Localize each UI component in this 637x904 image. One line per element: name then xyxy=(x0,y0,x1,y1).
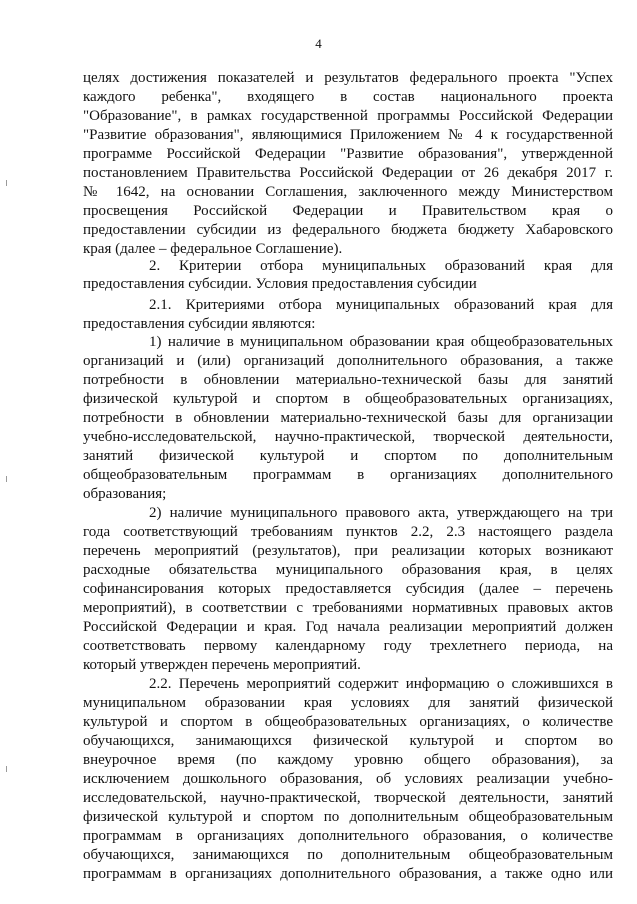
margin-mark xyxy=(6,180,7,186)
clause-line: который утвержден перечень мероприятий. xyxy=(83,657,361,673)
clause-line: исследовательской, научно-практической, творческой деятельности, занятий xyxy=(83,790,613,806)
clause-line: программам в организациях дополнительного образования, а также одно или xyxy=(83,866,613,882)
clause-line: мероприятий), в соответствии с требованиями нормативных правовых актов xyxy=(83,600,613,616)
clause-line: муниципальном образовании края условиях для занятий физической xyxy=(83,695,613,711)
clause-line: физической культурой и спортом в общеобразовательных организациях, xyxy=(83,391,613,407)
body-line: каждого ребенка", входящего в состав национального проекта xyxy=(83,89,613,105)
clause-line: перечень мероприятий (результатов), при реализации которых возникают xyxy=(83,543,613,559)
clause-line: культурой и спортом в общеобразовательных организациях, о количестве xyxy=(83,714,613,730)
clause-line: учебно-исследовательской, научно-практической, творческой деятельности, xyxy=(83,429,613,445)
clause-line: предоставления субсидии являются: xyxy=(83,316,316,332)
clause-line: программам в организациях дополнительного образования, о количестве xyxy=(83,828,613,844)
body-line: "Образование", в рамках государственной программы Российской Федерации xyxy=(83,108,613,124)
clause-line: расходные обязательства муниципального образования края, в целях xyxy=(83,562,613,578)
body-line: целях достижения показателей и результатов федерального проекта "Успех xyxy=(83,70,613,86)
clause-line: 1) наличие в муниципальном образовании края общеобразовательных xyxy=(149,334,613,350)
clause-line: обучающихся, занимающихся физической культурой и спортом во xyxy=(83,733,613,749)
clause-line: соответствовать первому календарному году трехлетнего периода, на xyxy=(83,638,613,654)
clause-line: года соответствующий требованиям пунктов 2.2, 2.3 настоящего раздела xyxy=(83,524,613,540)
clause-line: обучающихся, занимающихся по дополнительным общеобразовательным xyxy=(83,847,613,863)
body-line: № 1642, на основании Соглашения, заключенного между Министерством xyxy=(83,184,613,200)
clause-line: внеурочное время (по каждому уровню общего образования), за xyxy=(83,752,613,768)
body-line: просвещения Российской Федерации и Правительством края о xyxy=(83,203,613,219)
clause-line: организаций и (или) организаций дополнительного образования, а также xyxy=(83,353,613,369)
section-heading: 2. Критерии отбора муниципальных образований края для xyxy=(149,258,613,274)
body-line: предоставлении субсидии из федерального бюджета бюджету Хабаровского xyxy=(83,222,613,238)
clause-line: общеобразовательным программам в организациях дополнительного xyxy=(83,467,613,483)
clause-line: 2.1. Критериями отбора муниципальных образований края для xyxy=(149,297,613,313)
section-heading: предоставления субсидии. Условия предоставления субсидии xyxy=(83,276,477,292)
body-line: "Развитие образования", являющимися Приложением № 4 к государственной xyxy=(83,127,613,143)
clause-line: исключением дошкольного образования, об условиях реализации учебно- xyxy=(83,771,613,787)
body-line: края (далее – федеральное Соглашение). xyxy=(83,241,343,257)
clause-line: физической культурой и спортом по дополнительным общеобразовательным xyxy=(83,809,613,825)
clause-line: софинансирования которых предоставляется субсидия (далее – перечень xyxy=(83,581,613,597)
clause-line: Российской Федерации и края. Год начала реализации мероприятий должен xyxy=(83,619,613,635)
clause-line: 2) наличие муниципального правового акта, утверждающего на три xyxy=(149,505,613,521)
margin-mark xyxy=(6,766,7,772)
page-number: 4 xyxy=(315,36,322,51)
clause-line: занятий физической культурой и спортом по дополнительным xyxy=(83,448,613,464)
clause-line: образования; xyxy=(83,486,167,502)
body-line: программе Российской Федерации "Развитие образования", утвержденной xyxy=(83,146,613,162)
clause-line: потребности в обновлении материально-технической базы для занятий xyxy=(83,372,613,388)
body-line: постановлением Правительства Российской Федерации от 26 декабря 2017 г. xyxy=(83,165,613,181)
clause-line: потребности в обновлении материально-технической базы для организации xyxy=(83,410,613,426)
clause-line: 2.2. Перечень мероприятий содержит информацию о сложившихся в xyxy=(149,676,613,692)
margin-mark xyxy=(6,476,7,482)
